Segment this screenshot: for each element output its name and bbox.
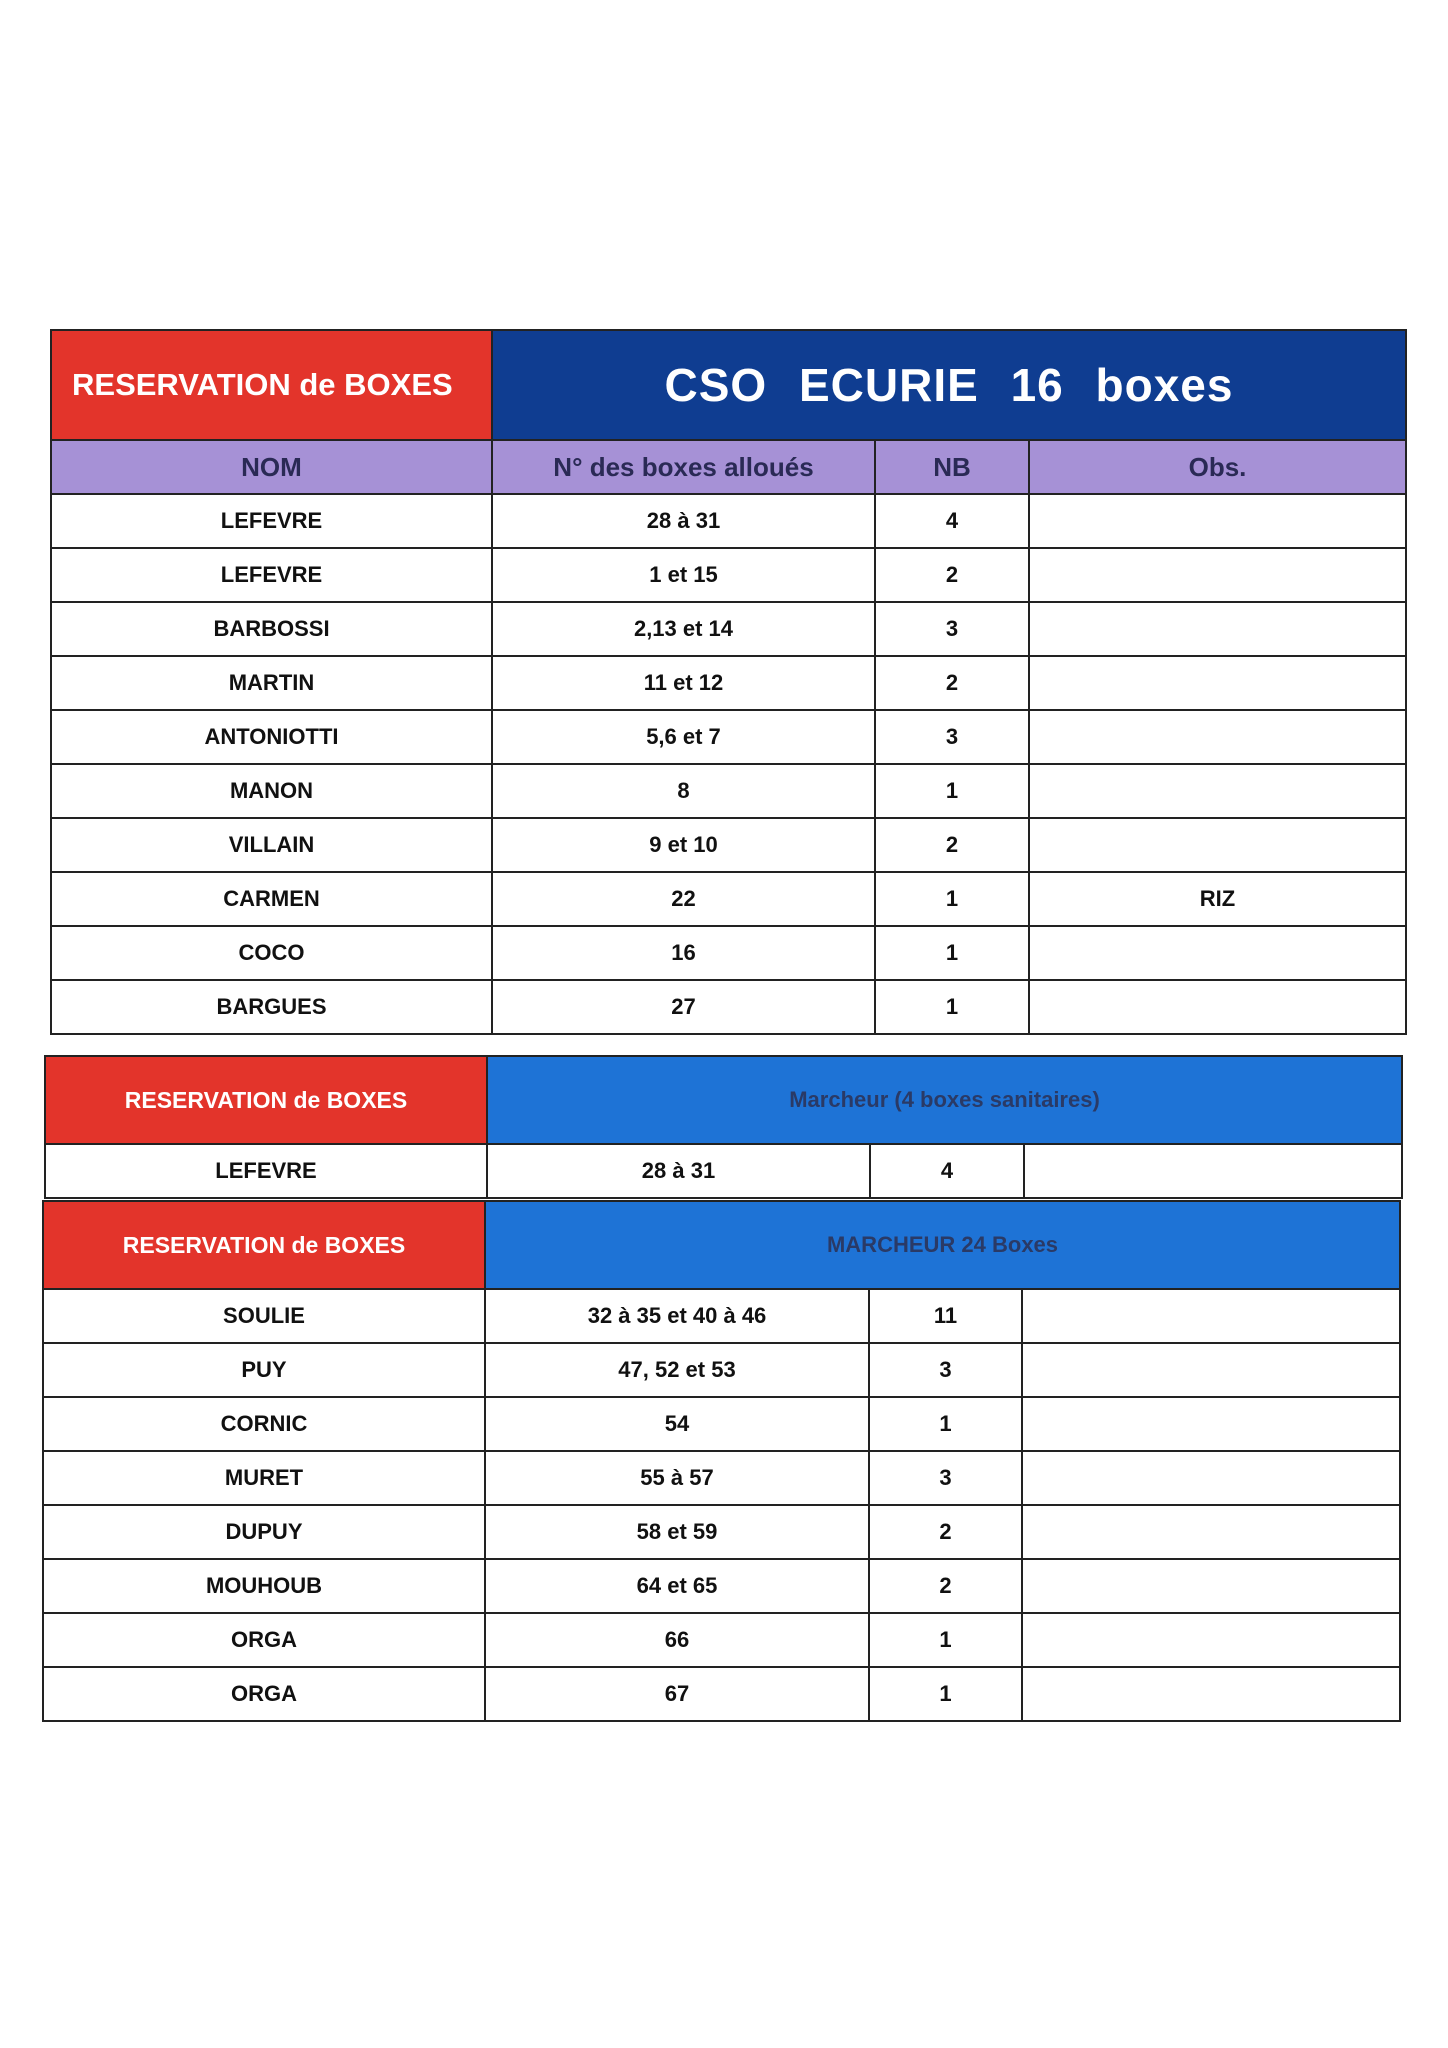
cell-nb: 4 — [870, 1144, 1024, 1198]
reservation-title: RESERVATION de BOXES — [51, 330, 492, 440]
cell-obs — [1022, 1667, 1400, 1721]
cell-boxes: 27 — [492, 980, 875, 1034]
header-nb: NB — [875, 440, 1029, 494]
table-row — [45, 1144, 1402, 1198]
cell-obs — [1029, 656, 1406, 710]
cell-boxes: 2,13 et 14 — [492, 602, 875, 656]
cell-boxes: 32 à 35 et 40 à 46 — [485, 1289, 869, 1343]
cell-nom: ORGA — [43, 1667, 485, 1721]
cell-obs — [1022, 1343, 1400, 1397]
cell-obs — [1029, 494, 1406, 548]
cell-nb: 2 — [869, 1505, 1022, 1559]
marcheur-title: MARCHEUR 24 Boxes — [485, 1201, 1400, 1289]
cell-boxes: 28 à 31 — [487, 1144, 870, 1198]
table-row — [43, 1289, 1400, 1343]
table-row — [51, 818, 1406, 872]
cell-nb: 1 — [869, 1613, 1022, 1667]
cell-boxes: 11 et 12 — [492, 656, 875, 710]
cell-boxes: 5,6 et 7 — [492, 710, 875, 764]
cell-boxes: 1 et 15 — [492, 548, 875, 602]
cell-nb: 1 — [875, 764, 1029, 818]
cell-boxes: 16 — [492, 926, 875, 980]
marcheur-title-row — [43, 1201, 1400, 1289]
cell-boxes: 47, 52 et 53 — [485, 1343, 869, 1397]
cell-boxes: 9 et 10 — [492, 818, 875, 872]
header-nom: NOM — [51, 440, 492, 494]
cell-obs — [1022, 1505, 1400, 1559]
cell-nb: 1 — [869, 1397, 1022, 1451]
table-row — [51, 872, 1406, 926]
cell-boxes: 28 à 31 — [492, 494, 875, 548]
cell-nb: 1 — [875, 872, 1029, 926]
cell-nom: PUY — [43, 1343, 485, 1397]
cell-nom: COCO — [51, 926, 492, 980]
table-row — [43, 1505, 1400, 1559]
marcheur-sanitaire-table — [44, 1055, 1401, 1199]
cell-nom: BARBOSSI — [51, 602, 492, 656]
cell-nb: 2 — [875, 548, 1029, 602]
cell-boxes: 54 — [485, 1397, 869, 1451]
cell-nom: MARTIN — [51, 656, 492, 710]
cell-nb: 2 — [875, 656, 1029, 710]
cell-nb: 1 — [875, 980, 1029, 1034]
cell-obs: RIZ — [1029, 872, 1406, 926]
table-row — [43, 1667, 1400, 1721]
cell-nom: LEFEVRE — [51, 494, 492, 548]
cell-obs — [1029, 710, 1406, 764]
table-row — [43, 1397, 1400, 1451]
cell-boxes: 66 — [485, 1613, 869, 1667]
column-header-row — [51, 440, 1406, 494]
cell-nom: MURET — [43, 1451, 485, 1505]
cell-obs — [1029, 764, 1406, 818]
table-row — [43, 1343, 1400, 1397]
table-row — [51, 926, 1406, 980]
cell-nb: 3 — [869, 1451, 1022, 1505]
cell-obs — [1029, 548, 1406, 602]
header-boxes: N° des boxes alloués — [492, 440, 875, 494]
cell-obs — [1024, 1144, 1402, 1198]
cell-nb: 4 — [875, 494, 1029, 548]
cell-nb: 3 — [875, 602, 1029, 656]
cell-obs — [1029, 980, 1406, 1034]
stable-title-row — [51, 330, 1406, 440]
cell-obs — [1022, 1289, 1400, 1343]
marcheur-sanitaire-title-row — [45, 1056, 1402, 1144]
cell-nom: LEFEVRE — [51, 548, 492, 602]
cell-nb: 2 — [869, 1559, 1022, 1613]
table-row — [43, 1451, 1400, 1505]
stable-title: CSO ECURIE 16 boxes — [492, 330, 1406, 440]
cell-boxes: 55 à 57 — [485, 1451, 869, 1505]
cell-obs — [1029, 818, 1406, 872]
cell-nb: 3 — [869, 1343, 1022, 1397]
cell-nom: SOULIE — [43, 1289, 485, 1343]
table-row — [51, 980, 1406, 1034]
cell-nom: MANON — [51, 764, 492, 818]
cell-boxes: 58 et 59 — [485, 1505, 869, 1559]
marcheur-sanitaire-title: Marcheur (4 boxes sanitaires) — [487, 1056, 1402, 1144]
cell-boxes: 67 — [485, 1667, 869, 1721]
cell-obs — [1022, 1451, 1400, 1505]
table-row — [51, 710, 1406, 764]
cell-obs — [1022, 1559, 1400, 1613]
cell-nom: CARMEN — [51, 872, 492, 926]
marcheur-table — [42, 1200, 1399, 1722]
cell-obs — [1029, 926, 1406, 980]
cell-nb: 1 — [869, 1667, 1022, 1721]
cell-obs — [1022, 1397, 1400, 1451]
cell-boxes: 22 — [492, 872, 875, 926]
cell-nom: VILLAIN — [51, 818, 492, 872]
cell-nom: CORNIC — [43, 1397, 485, 1451]
cell-nb: 3 — [875, 710, 1029, 764]
table-row — [51, 548, 1406, 602]
cell-nom: ANTONIOTTI — [51, 710, 492, 764]
reservation-title: RESERVATION de BOXES — [43, 1201, 485, 1289]
reservation-title: RESERVATION de BOXES — [45, 1056, 487, 1144]
cell-nom: MOUHOUB — [43, 1559, 485, 1613]
cell-nb: 2 — [875, 818, 1029, 872]
cell-boxes: 64 et 65 — [485, 1559, 869, 1613]
table-row — [51, 602, 1406, 656]
cell-nb: 1 — [875, 926, 1029, 980]
table-row — [51, 764, 1406, 818]
table-row — [43, 1613, 1400, 1667]
table-row — [43, 1559, 1400, 1613]
cell-nom: DUPUY — [43, 1505, 485, 1559]
cell-boxes: 8 — [492, 764, 875, 818]
cell-nom: ORGA — [43, 1613, 485, 1667]
header-obs: Obs. — [1029, 440, 1406, 494]
marcheur-sanitaire-body — [45, 1144, 1402, 1198]
cell-obs — [1022, 1613, 1400, 1667]
marcheur-table-body — [43, 1289, 1400, 1721]
cell-nb: 11 — [869, 1289, 1022, 1343]
cell-nom: BARGUES — [51, 980, 492, 1034]
cell-nom: LEFEVRE — [45, 1144, 487, 1198]
table-row — [51, 494, 1406, 548]
stable-table-body — [51, 494, 1406, 1034]
stable-reservation-table — [50, 329, 1405, 1035]
cell-obs — [1029, 602, 1406, 656]
table-row — [51, 656, 1406, 710]
